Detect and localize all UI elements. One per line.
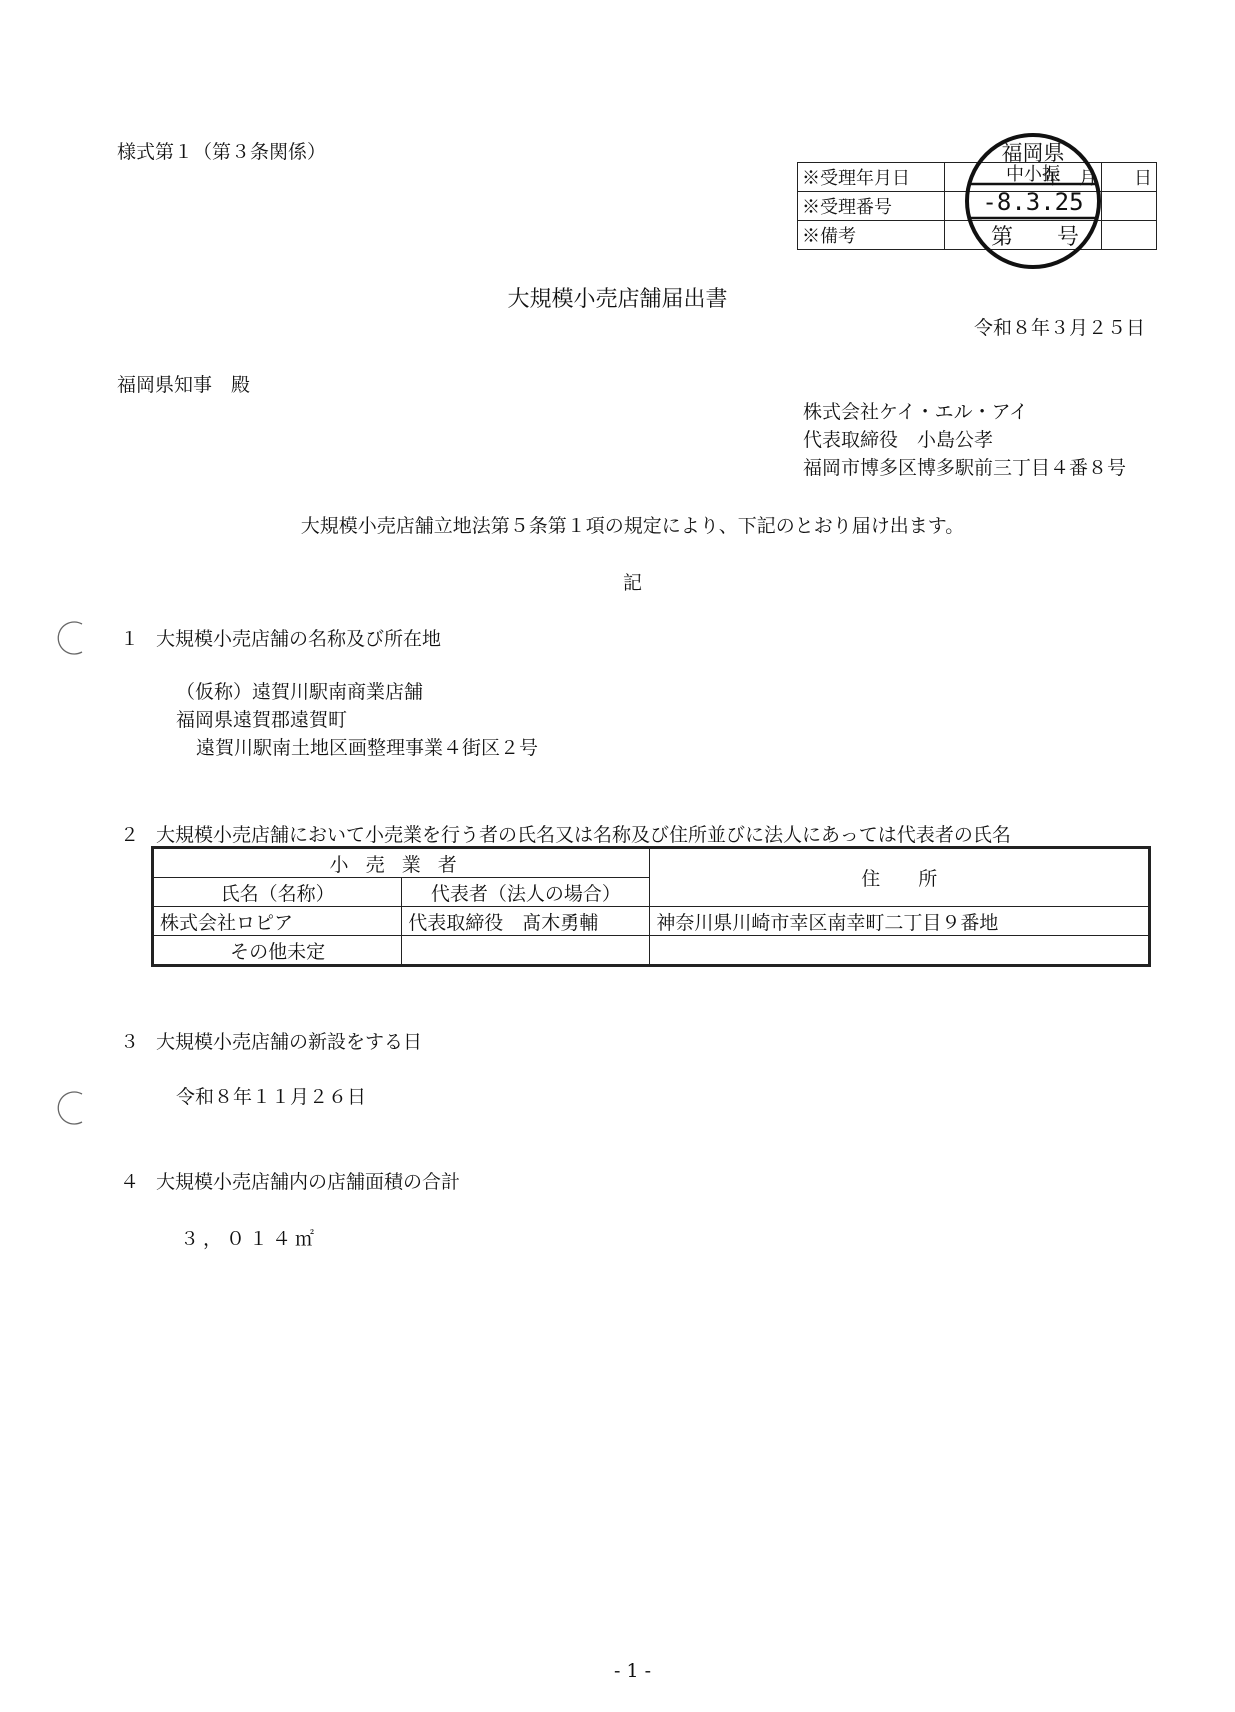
retailer-group-header: 小売業者 [153,848,650,878]
table-header-row [153,848,1150,878]
store-name: （仮称）遠賀川駅南商業店舗 [176,681,424,703]
table-row [153,907,1150,936]
section-3-title: 大規模小売店舗の新設をする日 [156,1031,423,1053]
stamp-prefecture: 福岡県 [1001,141,1065,165]
applicant-block [803,398,1126,482]
retailer-address [650,936,1150,966]
ki-heading: 記 [622,572,642,594]
store-location-1: 福岡県遠賀郡遠賀町 [176,709,348,731]
retailer-name: その他未定 [153,936,402,966]
receipt-remarks-label: ※備考 [798,221,945,250]
stamp-date: -8.3.25 [982,188,1084,216]
table-row [153,936,1150,966]
section-1-title: 大規模小売店舗の名称及び所在地 [156,628,442,650]
reception-stamp [962,130,1104,272]
receipt-remarks-suffix [1102,221,1157,250]
section-1-number: １ [120,628,140,650]
retailer-table [151,846,1151,967]
receipt-number-suffix [1102,192,1157,221]
stamp-dai: 第 [990,225,1014,250]
representative-header: 代表者（法人の場合） [402,878,650,907]
retailer-representative: 代表取締役 髙木勇輔 [402,907,650,936]
applicant-company: 株式会社ケイ・エル・アイ [803,401,1028,423]
section-2-title: 大規模小売店舗において小売業を行う者の氏名又は名称及び住所並びに法人にあっては代表者の氏名 [156,824,1011,846]
receipt-date-label: ※受理年月日 [798,163,945,192]
retailer-representative [402,936,650,966]
section-4-number: ４ [120,1171,140,1193]
applicant-address: 福岡市博多区博多駅前三丁目４番８号 [803,457,1127,479]
section-1-body [176,678,538,762]
form-label: 様式第１（第３条関係） [117,141,327,163]
document-title: 大規模小売店舗届出書 [507,287,728,312]
stamp-graphic [962,130,1104,272]
section-4-title: 大規模小売店舗内の店舗面積の合計 [156,1171,461,1193]
section-2-number: ２ [120,824,140,846]
addressee: 福岡県知事 殿 [117,374,251,396]
punch-hole-icon [48,618,90,658]
store-location-2: 遠賀川駅南土地区画整理事業４街区２号 [196,737,539,759]
address-header: 住 所 [650,848,1150,907]
statement: 大規模小売店舗立地法第５条第１項の規定により、下記のとおり届け出ます。 [300,515,965,537]
receipt-number-label: ※受理番号 [798,192,945,221]
section-3-number: ３ [120,1031,140,1053]
floor-area: ３，０１４㎡ [180,1228,319,1250]
punch-hole-icon [48,1088,90,1128]
stamp-office: 中小振 [1006,164,1060,185]
applicant-representative: 代表取締役 小島公孝 [803,429,994,451]
stamp-gou: 号 [1056,225,1080,250]
retailer-name: 株式会社ロピア [153,907,402,936]
receipt-date-value: 年 月 [945,163,1102,192]
retailer-address: 神奈川県川崎市幸区南幸町二丁目９番地 [650,907,1150,936]
opening-date: 令和８年１１月２６日 [176,1086,367,1108]
document-date: 令和８年３月２５日 [973,317,1145,339]
name-header: 氏名（名称） [153,878,402,907]
receipt-date-suffix: 日 [1102,163,1157,192]
page-number: - 1 - [613,1660,651,1682]
